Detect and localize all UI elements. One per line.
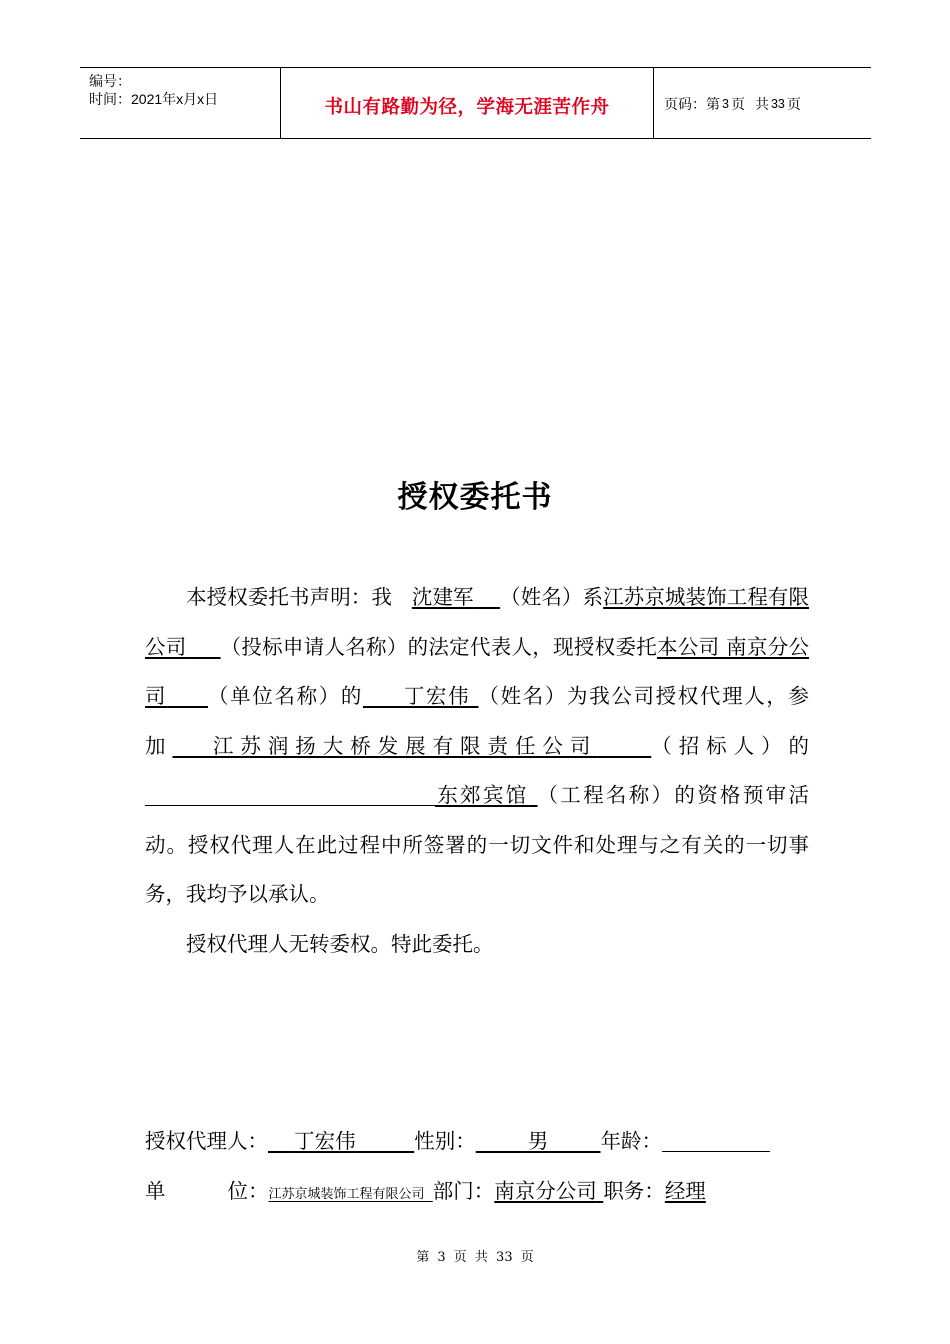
text-segment: 本授权委托书声明：我 xyxy=(186,585,392,609)
position-label: 职务： xyxy=(603,1179,665,1203)
project-name: 东郊宾馆 xyxy=(145,783,537,807)
time-label: 时间： xyxy=(89,91,131,107)
paragraph-no-subdelegation: 授权代理人无转委权。特此委托。 xyxy=(186,931,494,956)
text-segment: （姓名）系 xyxy=(500,585,604,609)
header-page-number xyxy=(654,68,871,138)
position-value: 经理 xyxy=(664,1179,706,1203)
page-total: 33 xyxy=(770,97,785,111)
legal-representative-name: 沈建军 xyxy=(411,585,474,609)
department-value: 南京分公司 xyxy=(494,1179,597,1203)
text-segment: （单位名称）的 xyxy=(207,684,364,708)
page-footer: 第 3 页 共 33 页 xyxy=(416,1250,534,1265)
entrusted-unit-name: 本公司 南京分公司 xyxy=(145,634,810,708)
agent-name: 丁宏伟 xyxy=(403,684,471,708)
tenderer-name: 江苏润扬大桥发展有限责任公司 xyxy=(212,733,598,758)
time-line xyxy=(89,90,280,108)
unit-info-line xyxy=(145,1174,845,1204)
number-label: 编号： xyxy=(89,73,131,89)
page-total-unit: 页 xyxy=(786,96,801,112)
agent-label: 授权代理人： xyxy=(145,1129,268,1153)
agent-info-line xyxy=(145,1124,845,1154)
document-title: 授权委托书 xyxy=(397,480,553,515)
document-body xyxy=(145,573,809,969)
unit-label-char-1: 单 xyxy=(145,1179,166,1203)
text-segment: （招标人）的 xyxy=(651,733,810,758)
age-label: 年龄： xyxy=(600,1129,663,1153)
time-value: 2021年x月x日 xyxy=(131,91,219,107)
unit-label-char-2: 位： xyxy=(227,1179,269,1203)
header-meta xyxy=(80,68,281,138)
gender-label: 性别： xyxy=(414,1129,476,1153)
unit-value: 江苏京城装饰工程有限公司 xyxy=(268,1187,425,1202)
gender-value: 男 xyxy=(527,1129,549,1153)
page-unit: 页 xyxy=(730,96,745,112)
agent-signature-name: 丁宏伟 xyxy=(294,1129,356,1153)
page-total-prefix: 共 xyxy=(754,96,769,112)
page-header xyxy=(80,67,871,139)
header-motto: 书山有路勤为径，学海无涯苦作舟 xyxy=(281,68,654,138)
page-current: 3 xyxy=(722,97,729,111)
text-segment: （投标申请人名称）的法定代表人，现授权委托 xyxy=(220,634,658,659)
text-segment: （姓名）为我公司授权代理人，参加 xyxy=(145,684,810,758)
age-blank xyxy=(662,1129,770,1152)
text-segment: （工程名称）的资格预审活动。授权代理人在此过程中所签署的一切文件和处理与之有关的一切事务，我均予以承认。 xyxy=(145,783,809,906)
department-label: 部门： xyxy=(432,1179,495,1203)
company-name: 江苏京城装饰工程有限公司 xyxy=(145,585,810,659)
page-label: 页码：第 xyxy=(664,96,720,112)
paragraph-declaration xyxy=(145,573,809,920)
